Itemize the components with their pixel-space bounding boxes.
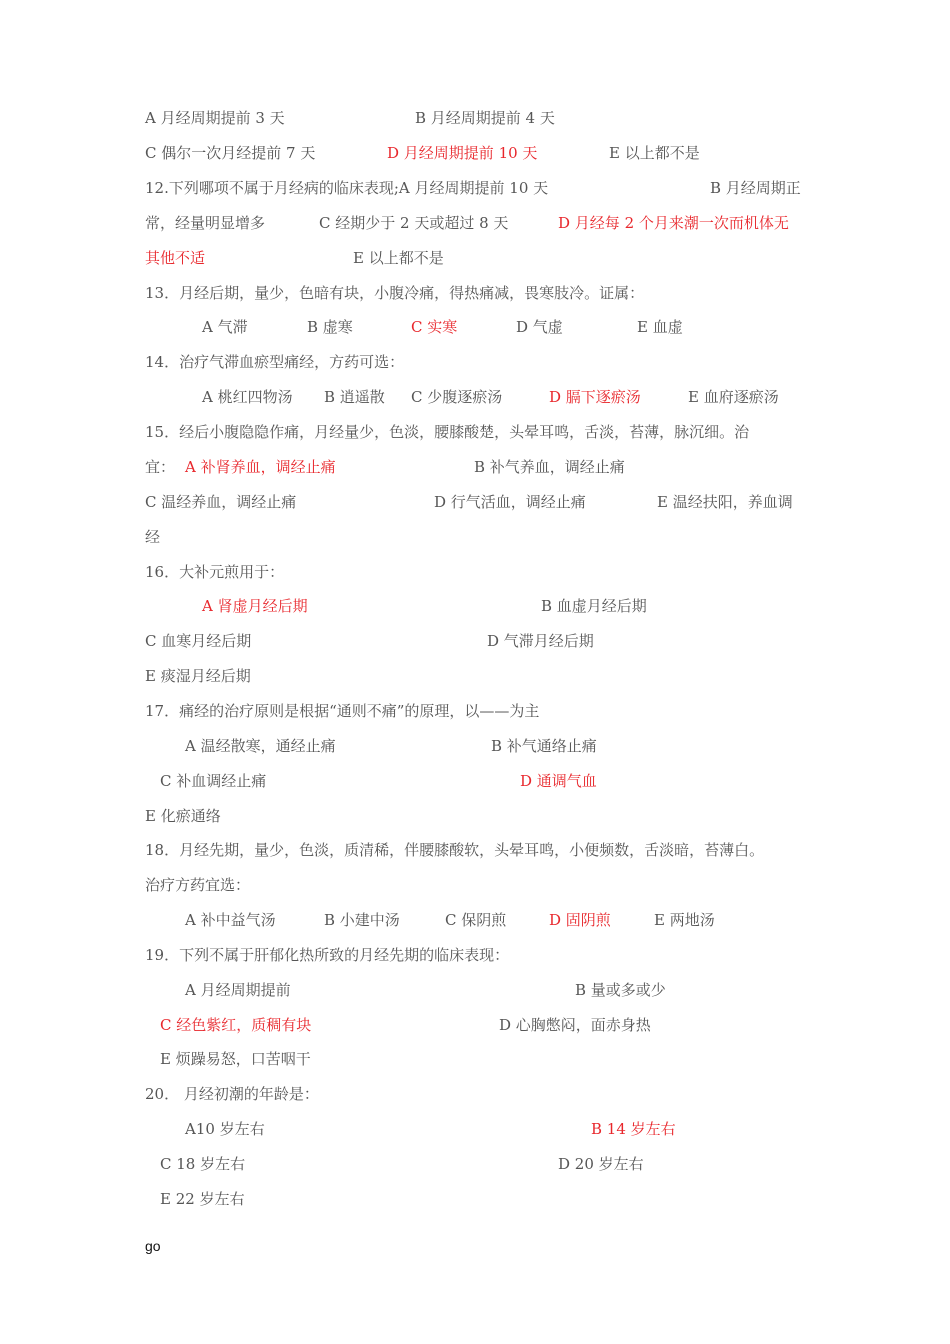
q11-option-c: C 偶尔一次月经提前 7 天	[145, 144, 316, 162]
q18-stem-line2: 治疗方药宜选：	[145, 876, 251, 894]
q14-stem: 14．治疗气滞血瘀型痛经，方药可选：	[145, 353, 405, 371]
q11-option-d-answer: D 月经周期提前 10 天	[387, 144, 538, 162]
q16-option-a-answer: A 肾虚月经后期	[202, 597, 308, 615]
q13-stem: 13．月经后期，量少，色暗有块，小腹冷痛，得热痛减，畏寒肢冷。证属：	[145, 284, 645, 302]
q19-option-a: A 月经周期提前	[185, 981, 291, 999]
q16-option-e: E 痰湿月经后期	[145, 667, 251, 685]
q14-option-c: C 少腹逐瘀汤	[411, 388, 503, 406]
q17-option-c: C 补血调经止痛	[160, 772, 267, 790]
q19-option-b: B 量或多或少	[575, 981, 666, 999]
q12-option-e: E 以上都不是	[353, 249, 444, 267]
q12-option-c: C 经期少于 2 天或超过 8 天	[319, 214, 509, 232]
q19-option-d: D 心胸憋闷，面赤身热	[499, 1016, 651, 1034]
q13-option-e: E 血虚	[637, 318, 683, 336]
q17-option-a: A 温经散寒，通经止痛	[185, 737, 336, 755]
q20-stem: 20． 月经初潮的年龄是：	[145, 1085, 319, 1103]
q20-option-a: A10 岁左右	[185, 1120, 265, 1138]
q15-option-b: B 补气养血，调经止痛	[474, 458, 625, 476]
q16-option-b: B 血虚月经后期	[541, 597, 647, 615]
q17-option-d-answer: D 通调气血	[520, 772, 597, 790]
q12-option-d-answer-line1: D 月经每 2 个月来潮一次而机体无	[558, 214, 789, 232]
q18-option-a: A 补中益气汤	[185, 911, 276, 929]
q19-option-c-answer: C 经色紫红，质稠有块	[160, 1016, 312, 1034]
q19-option-e: E 烦躁易怒，口苦咽干	[160, 1050, 311, 1068]
q18-option-c: C 保阴煎	[445, 911, 507, 929]
q15-stem: 15．经后小腹隐隐作痛，月经量少，色淡，腰膝酸楚，头晕耳鸣，舌淡，苔薄，脉沉细。治	[145, 423, 750, 441]
q16-option-c: C 血寒月经后期	[145, 632, 252, 650]
q17-stem: 17．痛经的治疗原则是根据“通则不痛”的原理，以——为主	[145, 702, 540, 720]
q18-stem: 18．月经先期，量少，色淡，质清稀，伴腰膝酸软，头晕耳鸣，小便频数，舌淡暗，苔薄白。	[145, 841, 765, 859]
q13-option-c-answer: C 实寒	[411, 318, 458, 336]
q18-option-b: B 小建中汤	[324, 911, 400, 929]
q11-option-b: B 月经周期提前 4 天	[415, 109, 555, 127]
q15-stem-line2: 宜：	[145, 458, 176, 476]
q12-option-b-line2: 常，经量明显增多	[145, 214, 266, 232]
q14-option-b: B 逍遥散	[324, 388, 385, 406]
q12-stem: 12.下列哪项不属于月经病的临床表现;A 月经周期提前 10 天	[145, 179, 549, 197]
q15-option-e-line1: E 温经扶阳，养血调	[657, 493, 793, 511]
q11-option-e: E 以上都不是	[609, 144, 700, 162]
q14-option-d-answer: D 膈下逐瘀汤	[549, 388, 641, 406]
q14-option-a: A 桃红四物汤	[202, 388, 293, 406]
page-footer-text: go	[145, 1238, 161, 1254]
q20-option-c: C 18 岁左右	[160, 1155, 246, 1173]
q12-option-b-line1: B 月经周期正	[710, 179, 801, 197]
q18-option-e: E 两地汤	[654, 911, 715, 929]
q12-option-d-answer-line2: 其他不适	[145, 249, 206, 267]
q16-stem: 16．大补元煎用于：	[145, 563, 285, 581]
q17-option-e: E 化瘀通络	[145, 807, 221, 825]
q15-option-e-line2: 经	[145, 528, 161, 546]
q15-option-c: C 温经养血，调经止痛	[145, 493, 297, 511]
q14-option-e: E 血府逐瘀汤	[688, 388, 779, 406]
q18-option-d-answer: D 固阴煎	[549, 911, 611, 929]
q15-option-d: D 行气活血，调经止痛	[434, 493, 586, 511]
q13-option-b: B 虚寒	[307, 318, 353, 336]
q13-option-d: D 气虚	[516, 318, 563, 336]
q15-option-a-answer: A 补肾养血，调经止痛	[185, 458, 336, 476]
q20-option-b-answer: B 14 岁左右	[591, 1120, 676, 1138]
q13-option-a: A 气滞	[202, 318, 248, 336]
q11-option-a: A 月经周期提前 3 天	[145, 109, 285, 127]
q19-stem: 19．下列不属于肝郁化热所致的月经先期的临床表现：	[145, 946, 510, 964]
q16-option-d: D 气滞月经后期	[487, 632, 594, 650]
q20-option-e: E 22 岁左右	[160, 1190, 245, 1208]
q17-option-b: B 补气通络止痛	[491, 737, 597, 755]
q20-option-d: D 20 岁左右	[558, 1155, 644, 1173]
